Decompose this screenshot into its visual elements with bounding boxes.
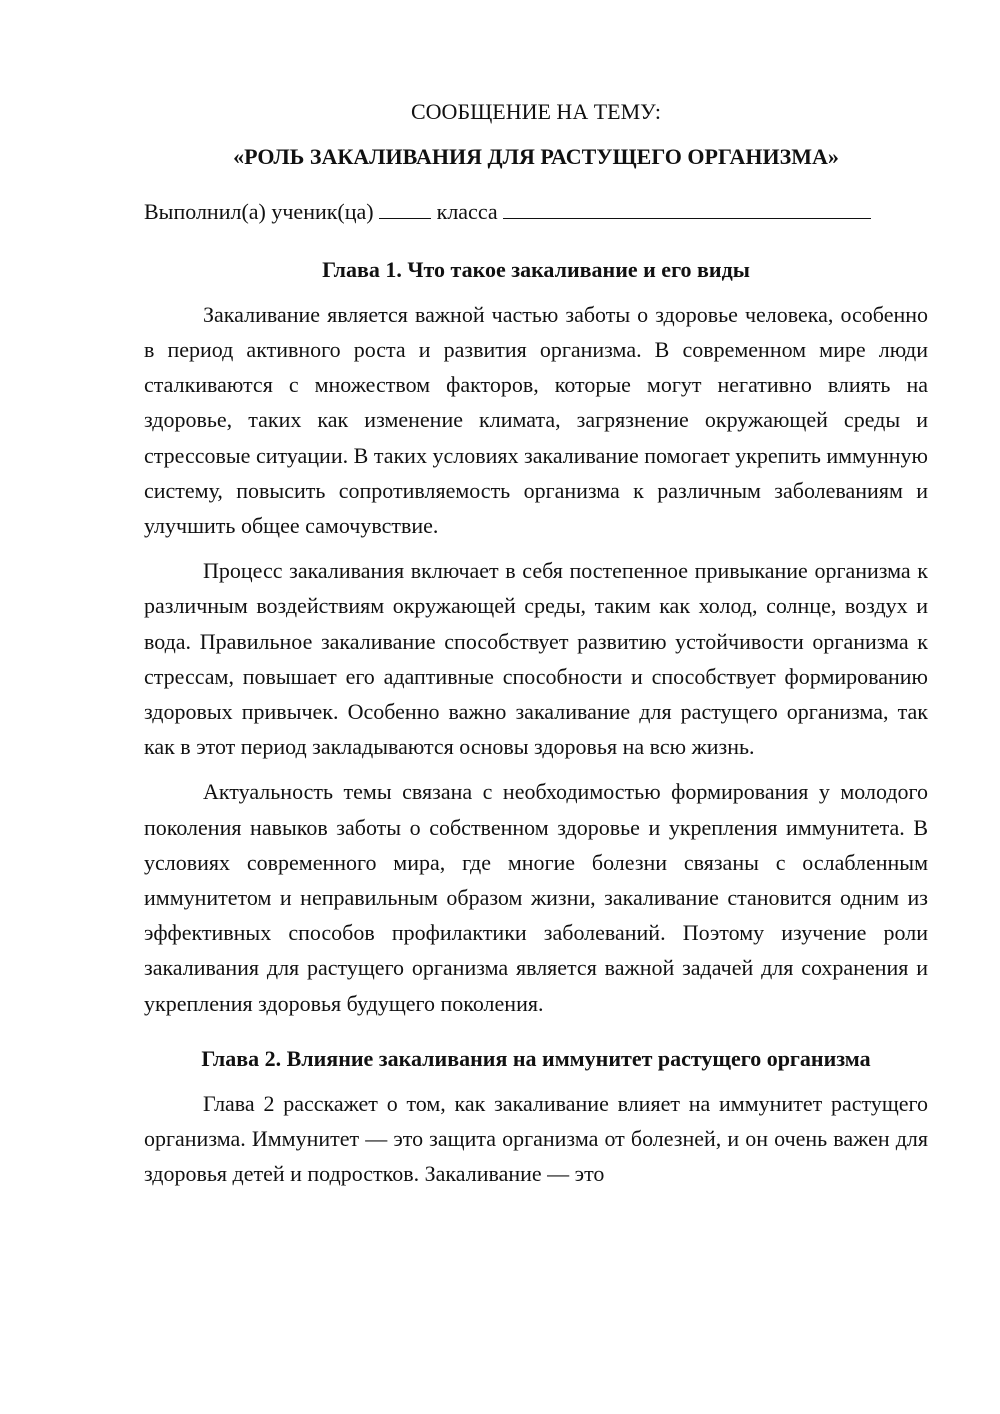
document-body: [144, 94, 928, 1192]
report-title: «РОЛЬ ЗАКАЛИВАНИЯ ДЛЯ РАСТУЩЕГО ОРГАНИЗМА»: [233, 144, 839, 170]
class-number-blank: [379, 196, 431, 219]
student-label: Выполнил(а) ученик(ца): [144, 199, 374, 225]
chapter-1-paragraph-1: Закаливание является важной частью заботы о здоровье человека, особенно в период активного роста и развития организма. В современном мире люди сталкиваются с множеством факторов, которые могут негативно влиять на здоровье, таких как изменение климата, загрязнение окружающей среды и стрессовые ситуации. В таких условиях закаливание помогает укрепить иммунную систему, повысить сопротивляемость организма к различным заболеваниям и улучшить общее самочувствие.: [144, 301, 928, 539]
report-heading: СООБЩЕНИЕ НА ТЕМУ:: [411, 99, 661, 124]
chapter-1-paragraph-3: Актуальность темы связана с необходимостью формирования у молодого поколения навыков заботы о собственном здоровье и укрепления иммунитета. В условиях современного мира, где многие болезни связаны с ослабленным иммунитетом и неправильным образом жизни, закаливание становится одним из эффективных способов профилактики заболеваний. Поэтому изучение роли закаливания для растущего организма является важной задачей для сохранения и укрепления здоровья будущего поколения.: [144, 779, 928, 1016]
student-info-line: [144, 194, 928, 229]
chapter-2-title: Глава 2. Влияние закаливания на иммунитет растущего организма: [201, 1045, 871, 1071]
chapter-1-title: Глава 1. Что такое закаливание и его виды: [322, 256, 750, 282]
class-label: класса: [436, 199, 498, 225]
student-name-blank: [503, 196, 871, 219]
chapter-1-paragraph-2: Процесс закаливания включает в себя постепенное привыкание организма к различным воздействиям окружающей среды, таким как холод, солнце, воздух и вода. Правильное закаливание способствует развитию устойчивости организма к стрессам, повышает его адаптивные способности и способствует формированию здоровых привычек. Особенно важно закаливание для растущего организма, так как в этот период закладываются основы здоровья на всю жизнь.: [144, 558, 928, 760]
chapter-2-paragraph-1: Глава 2 расскажет о том, как закаливание влияет на иммунитет растущего организма. Иммунитет — это защита организма от болезней, и он очень важен для здоровья детей и подростков. Закаливание — это: [144, 1091, 928, 1187]
